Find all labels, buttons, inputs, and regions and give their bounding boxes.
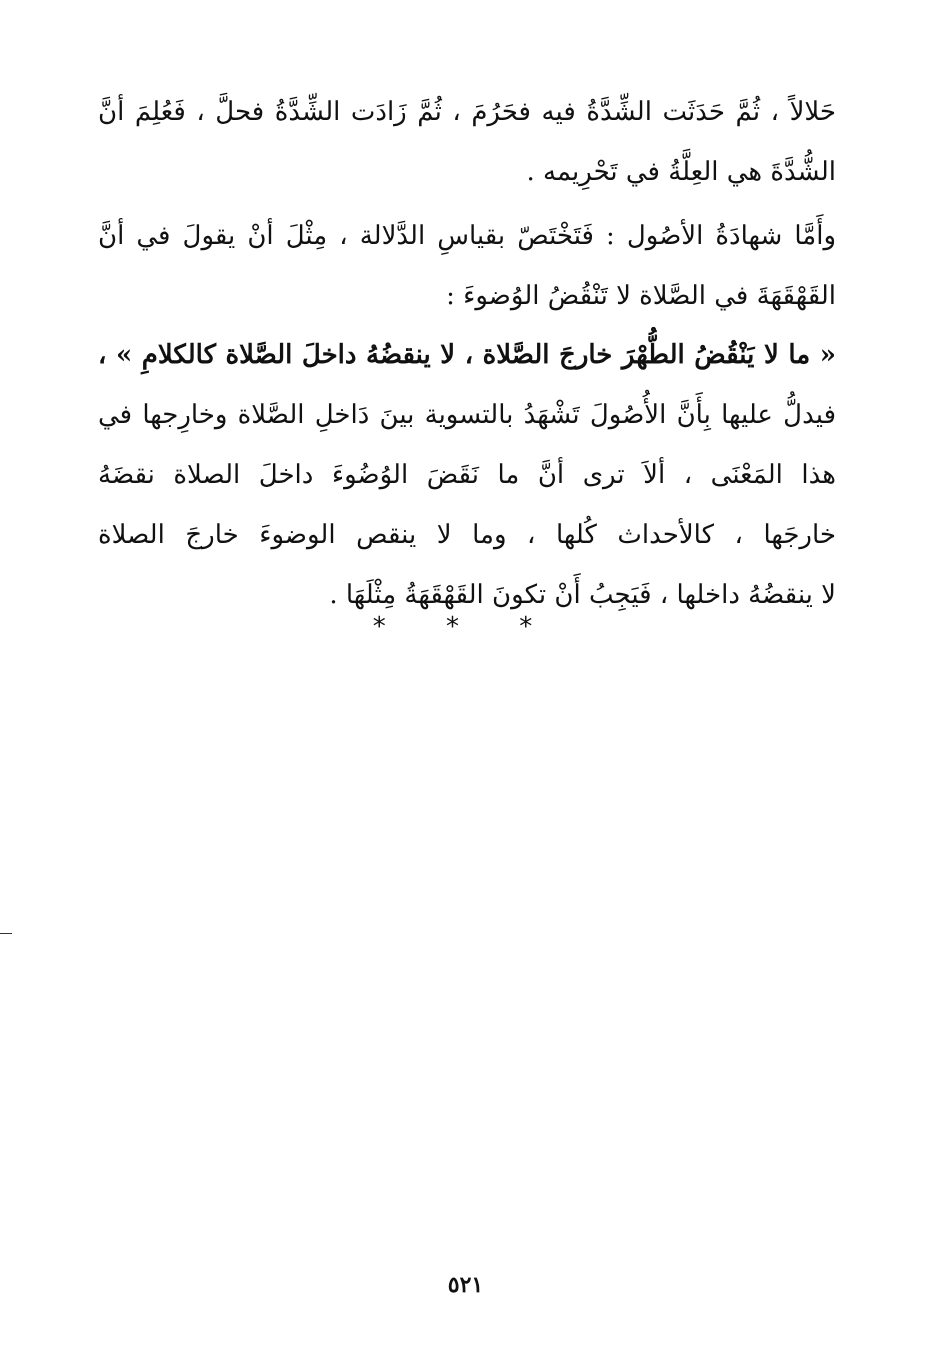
paragraph-2 xyxy=(98,206,836,326)
paragraph-line: وأَمَّا شهادَةُ الأصُول : فَتَخْتَصّ بقياسِ الدَّلالة ، مِثْلَ أنْ يقولَ في أنَّ xyxy=(98,221,836,251)
section-separator: * * * xyxy=(372,612,559,642)
paragraph-line: لا ينقضُهُ داخلها ، فَيَجِبُ أَنْ تكونَ القَهْقَهَةُ مِثْلَهَا . xyxy=(329,580,836,610)
paragraph-line: حَلالاً ، ثُمَّ حَدَثَت الشِّدَّةُ فيه فحَرُمَ ، ثُمَّ زَادَت الشِّدَّةُ فحلَّ ، فَعُلِمَ أنَّ xyxy=(98,97,836,127)
page-number: ٥٢١ xyxy=(447,1272,484,1298)
paragraph-line: الشُّدَّةَ هي العِلَّةُ في تَحْرِيمه . xyxy=(526,157,836,187)
paragraph-3 xyxy=(98,325,836,625)
margin-mark xyxy=(0,933,12,934)
paragraph-line: القَهْقَهَةَ في الصَّلاة لا تَنْقُضُ الوُضوءَ : xyxy=(446,281,836,311)
paragraph-line: فيدلُّ عليها بِأَنَّ الأُصُولَ تَشْهَدُ بالتسوية بينَ دَاخلِ الصَّلاة وخارِجها في xyxy=(98,400,836,430)
paragraph-1 xyxy=(98,82,836,202)
paragraph-line: هذا المَعْنَى ، ألاَ ترى أنَّ ما نَقَضَ الوُضُوءَ داخلَ الصلاة نقضَهُ xyxy=(98,460,836,490)
paragraph-line: خارجَها ، كالأحداث كُلها ، وما لا ينقص الوضوءَ خارجَ الصلاة xyxy=(98,520,836,550)
quoted-rule-line: « ما لا يَنْقُضُ الطُّهْرَ خارجَ الصَّلاة ، لا ينقضُهُ داخلَ الصَّلاة كالكلامِ » ، xyxy=(98,340,836,370)
